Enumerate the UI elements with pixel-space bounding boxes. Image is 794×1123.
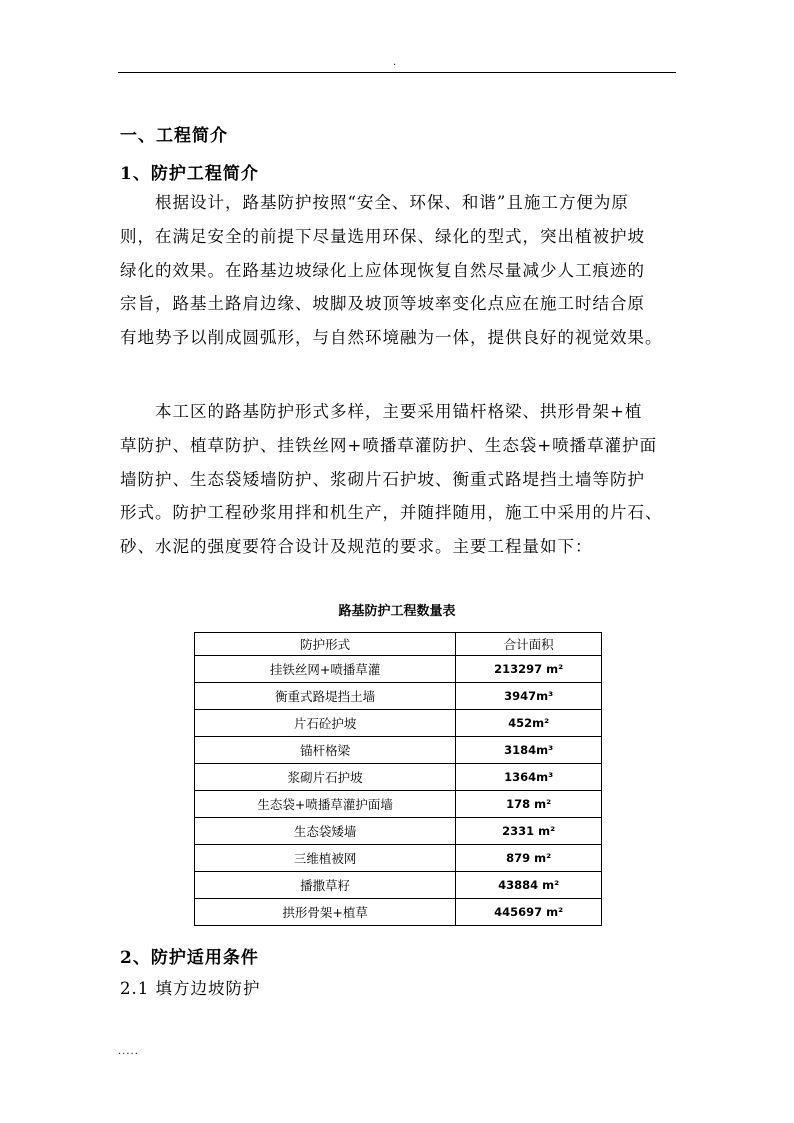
cell-area: 1364m³ bbox=[456, 764, 602, 791]
section-heading-conditions: 2、防护适用条件 bbox=[120, 948, 259, 968]
table-row bbox=[195, 710, 602, 737]
cell-area: 213297 m² bbox=[456, 656, 602, 683]
table-row bbox=[195, 683, 602, 710]
table-row bbox=[195, 791, 602, 818]
paragraph-line: 砂、水泥的强度要符合设计及规范的要求。主要工程量如下： bbox=[120, 537, 593, 557]
cell-area: 445697 m² bbox=[456, 899, 602, 926]
table-title: 路基防护工程数量表 bbox=[338, 604, 456, 619]
cell-area: 178 m² bbox=[456, 791, 602, 818]
cell-form: 播撒草籽 bbox=[195, 872, 456, 899]
cell-area: 3947m³ bbox=[456, 683, 602, 710]
paragraph-line: 绿化的效果。在路基边坡绿化上应体现恢复自然尽量减少人工痕迹的 bbox=[120, 260, 645, 280]
cell-area: 452m² bbox=[456, 710, 602, 737]
subsection-heading-fill-slope: 2.1 填方边坡防护 bbox=[120, 979, 261, 998]
subsection-heading: 1、防护工程简介 bbox=[120, 164, 259, 184]
paragraph-line: 墙防护、生态袋矮墙防护、浆砌片石护坡、衡重式路堤挡土墙等防护 bbox=[120, 469, 645, 489]
cell-area: 2331 m² bbox=[456, 818, 602, 845]
table-row bbox=[195, 764, 602, 791]
table-row bbox=[195, 818, 602, 845]
cell-form: 浆砌片石护坡 bbox=[195, 764, 456, 791]
cell-form: 片石砼护坡 bbox=[195, 710, 456, 737]
cell-form: 生态袋+喷播草灌护面墙 bbox=[195, 791, 456, 818]
paragraph-design-intent bbox=[120, 186, 676, 355]
paragraph-line: 则，在满足安全的前提下尽量选用环保、绿化的型式，突出植被护坡 bbox=[120, 226, 645, 246]
paragraph-line: 本工区的路基防护形式多样，主要采用锚杆格梁、拱形骨架+植 bbox=[120, 402, 643, 421]
cell-form: 生态袋矮墙 bbox=[195, 818, 456, 845]
cell-form: 衡重式路堤挡土墙 bbox=[195, 683, 456, 710]
paragraph-line: 有地势予以削成圆弧形，与自然环境融为一体，提供良好的视觉效果。 bbox=[120, 328, 663, 348]
paragraph-line: 宗旨，路基土路肩边缘、坡脚及坡顶等坡率变化点应在施工时结合原 bbox=[120, 294, 645, 314]
paragraph-line: 草防护、植草防护、挂铁丝网+喷播草灌防护、生态袋+喷播草灌护面 bbox=[120, 435, 658, 455]
cell-form: 锚杆格梁 bbox=[195, 737, 456, 764]
paragraph-line: 形式。防护工程砂浆用拌和机生产，并随拌随用，施工中采用的片石、 bbox=[120, 503, 663, 523]
header-mark: . bbox=[393, 57, 397, 68]
cell-form: 三维植被网 bbox=[195, 845, 456, 872]
table-row bbox=[195, 656, 602, 683]
header-rule bbox=[118, 72, 676, 73]
quantity-table bbox=[194, 632, 602, 926]
cell-form: 挂铁丝网+喷播草灌 bbox=[195, 656, 456, 683]
cell-area: 43884 m² bbox=[456, 872, 602, 899]
table-row bbox=[195, 872, 602, 899]
paragraph-line: 根据设计，路基防护按照“安全、环保、和谐”且施工方便为原 bbox=[120, 193, 629, 212]
table-row bbox=[195, 845, 602, 872]
column-header-area: 合计面积 bbox=[456, 633, 602, 656]
table-row bbox=[195, 737, 602, 764]
footer-mark: ..... bbox=[118, 1046, 139, 1057]
table-row bbox=[195, 899, 602, 926]
column-header-form: 防护形式 bbox=[195, 633, 456, 656]
cell-area: 3184m³ bbox=[456, 737, 602, 764]
cell-form: 拱形骨架+植草 bbox=[195, 899, 456, 926]
section-heading: 一、工程简介 bbox=[120, 126, 228, 146]
cell-area: 879 m² bbox=[456, 845, 602, 872]
table-header-row bbox=[195, 633, 602, 656]
paragraph-protection-forms bbox=[120, 395, 676, 564]
